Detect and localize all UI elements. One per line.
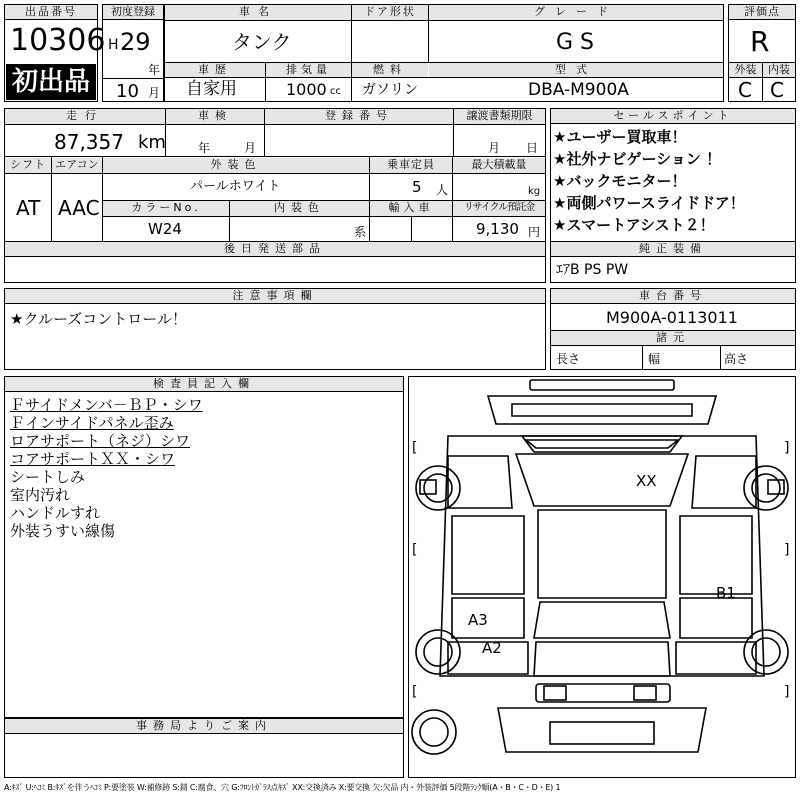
first-reg-month-unit: 月: [148, 86, 161, 100]
max-load-header: 最大積載量: [453, 158, 545, 173]
bracket-left-mid: [: [412, 542, 418, 558]
bracket-left-low: [: [412, 684, 418, 700]
recycle-value: 9,130: [476, 220, 519, 238]
recycle-unit: 円: [528, 225, 541, 239]
inspection-header: 車検: [166, 109, 264, 124]
transfer-deadline-header: 譲渡書類期限: [454, 109, 545, 124]
door-header: ドア形状: [352, 5, 428, 20]
car-diagram: [408, 376, 796, 778]
fuel-header: 燃料: [352, 63, 428, 77]
right-rear-door-shape: [680, 598, 752, 638]
import-mid-divider: [411, 216, 412, 242]
equipment-value: ｴｱB PS PW: [556, 262, 629, 278]
inspector-line: Ｆインサイドパネル歪み: [10, 414, 174, 432]
rear-garnish-shape: [544, 686, 566, 700]
wheel-rr-shape: [744, 630, 788, 674]
wheel-rl-shape: [416, 630, 460, 674]
displacement-header: 排気量: [266, 63, 351, 77]
history-value: 自家用: [186, 79, 237, 99]
trunk-shape: [534, 642, 670, 676]
rear-panel-shape: [498, 708, 706, 752]
transfer-day-unit: 日: [526, 141, 539, 155]
inspection-month-unit: 月: [244, 141, 257, 155]
wheel-fr-shape: [744, 466, 788, 510]
mileage-value: 87,357: [54, 130, 124, 154]
exterior-color-value: パールホワイト: [190, 179, 281, 194]
windshield-inner-shape: [526, 440, 678, 448]
name-header: 車名: [165, 5, 351, 20]
dims-height-label: 高さ: [724, 352, 749, 366]
dims-div-1: [642, 346, 643, 370]
sales-point-item: ★両側パワースライドドア！: [553, 194, 745, 212]
exterior-grade-header: 外装: [729, 63, 762, 77]
roof-shape: [538, 510, 666, 598]
details-row2-line: [4, 156, 546, 157]
bracket-left-top: [: [412, 440, 418, 456]
equipment-header: 純正装備: [551, 242, 795, 257]
import-header: 輸入車: [370, 201, 452, 216]
inspector-line: 室内汚れ: [10, 486, 71, 504]
fuel-value: ガソリン: [362, 82, 418, 98]
model-header: 型式: [429, 63, 723, 77]
sales-points-header: セールスポイント: [551, 109, 795, 124]
exterior-grade-value: C: [738, 78, 752, 102]
wheel-fl-shape: [416, 466, 460, 510]
details-row2-header-line: [4, 173, 546, 174]
inspector-line: シートしみ: [10, 468, 86, 486]
right-mirror-shape: [768, 480, 784, 494]
inspector-line: ハンドルすれ: [10, 504, 101, 522]
inspector-line: ロアサポート（ネジ）シワ: [10, 432, 191, 450]
caution-header: 注意事項欄: [5, 289, 545, 304]
interior-grade-header: 内装: [763, 63, 795, 77]
bracket-right-top: ]: [784, 440, 790, 456]
first-reg-era: H: [108, 37, 119, 53]
chassis-header: 車台番号: [551, 289, 795, 304]
rear-plate-shape: [550, 722, 654, 744]
color-no-header: カラーNo.: [103, 201, 229, 216]
first-reg-year-unit: 年: [148, 63, 161, 77]
aircon-header: エアコン: [52, 158, 102, 173]
bracket-right-low: ]: [784, 684, 790, 700]
shift-value: AT: [16, 196, 41, 220]
inspection-year-unit: 年: [198, 141, 211, 155]
first-reg-year: 29: [120, 28, 151, 56]
displacement-value: 1000: [286, 80, 327, 99]
legend-text: A:ｷｽﾞ U:ﾍｺﾐ B:ｷｽﾞを伴うﾍｺﾐ P:要塗装 W:補修跡 S:錆 C:腐食、穴 G:ﾌﾛﾝﾄｶﾞﾗｽ点ｷｽﾞ XX:交換済み X:要交換 欠:欠品 内・外装評価 5段階ﾗﾝｸ順(A・B・C・D・E) 1: [4, 783, 561, 792]
score-header: 評価点: [729, 5, 795, 20]
aircon-value: AAC: [58, 196, 100, 220]
left-mirror-shape: [420, 480, 436, 494]
shift-header: シフト: [5, 158, 51, 173]
model-value: DBA-M900A: [528, 80, 629, 100]
score-value: R: [750, 25, 770, 58]
details-header-line: [4, 124, 546, 125]
history-header: 車歴: [165, 63, 265, 77]
exterior-color-header: 外装色: [103, 158, 369, 173]
damage-mark-b1: B1: [716, 584, 736, 602]
mileage-header: 走行: [5, 109, 165, 124]
top-main-header-line: [164, 20, 724, 21]
bracket-right-mid: ]: [784, 542, 790, 558]
damage-mark-xx: XX: [636, 472, 657, 490]
sales-point-item: ★ユーザー買取車！: [553, 128, 687, 146]
caution-value: ★クルーズコントロール！: [10, 310, 187, 328]
office-header: 事務局よりご案内: [5, 719, 403, 734]
inspector-line: Ｆサイドメンバ－ＢＰ・シワ: [10, 396, 203, 414]
right-front-door-shape: [680, 516, 752, 594]
left-front-fender-shape: [448, 456, 512, 508]
details-row3-header-line: [102, 216, 546, 217]
dims-length-label: 長さ: [556, 352, 581, 366]
front-panel-shape: [488, 396, 716, 424]
interior-grade-value: C: [770, 78, 784, 102]
displacement-unit: cc: [330, 86, 341, 97]
windshield-shape: [522, 436, 682, 452]
front-grille-shape: [512, 404, 692, 416]
capacity-value: 5: [412, 178, 422, 196]
dims-width-label: 幅: [648, 352, 661, 366]
front-bumper-shape: [530, 380, 674, 390]
spare-tire-shape: [412, 710, 456, 754]
mileage-unit: km: [138, 132, 166, 153]
left-front-door-shape: [452, 516, 524, 594]
capacity-unit: 人: [436, 183, 449, 197]
grade-value: G S: [556, 30, 595, 55]
registration-header: 登録番号: [265, 109, 453, 124]
rear-window-shape: [534, 602, 670, 638]
top-main-sub-header-line: [164, 77, 724, 78]
transfer-month-unit: 月: [488, 141, 501, 155]
inspector-line: コアサポートＸＸ・シワ: [10, 450, 176, 468]
interior-color-unit: 系: [354, 225, 367, 239]
grade-header: グレード: [429, 5, 723, 20]
dims-header: 諸元: [551, 331, 795, 346]
chassis-value: M900A-0113011: [606, 308, 738, 327]
details-box: [4, 108, 546, 242]
color-no-value: W24: [148, 220, 182, 238]
interior-color-header: 内装色: [230, 201, 369, 216]
name-value: タンク: [232, 30, 292, 54]
right-front-fender-shape: [692, 456, 756, 508]
damage-mark-a3: A3: [468, 611, 488, 629]
max-load-unit: kg: [528, 186, 541, 197]
lot-number-header: 出品番号: [5, 5, 97, 20]
rear-garnish-right-shape: [634, 686, 656, 700]
hood-shape: [516, 454, 688, 506]
left-rear-door-shape: [452, 598, 524, 638]
spare-tire-inner-shape: [420, 718, 448, 746]
later-parts-header: 後日発送部品: [5, 242, 545, 257]
first-reg-divider: [102, 78, 164, 79]
lot-number-value: 10306: [10, 23, 106, 58]
sales-point-item: ★社外ナビゲーション ！: [553, 150, 722, 168]
damage-mark-a2: A2: [482, 639, 502, 657]
capacity-header: 乗車定員: [370, 158, 452, 173]
inspector-line: 外装うすい線傷: [10, 522, 116, 540]
recycle-header: リサイクル預託金: [453, 201, 545, 216]
sales-point-item: ★スマートアシスト２！: [553, 216, 715, 234]
first-reg-header: 初度登録: [103, 5, 163, 20]
sales-point-item: ★バックモニター！: [553, 172, 687, 190]
inspector-header: 検査員記入欄: [5, 377, 403, 392]
dims-div-2: [720, 346, 721, 370]
first-listing-badge: 初出品: [6, 64, 96, 100]
first-reg-month: 10: [116, 81, 139, 102]
